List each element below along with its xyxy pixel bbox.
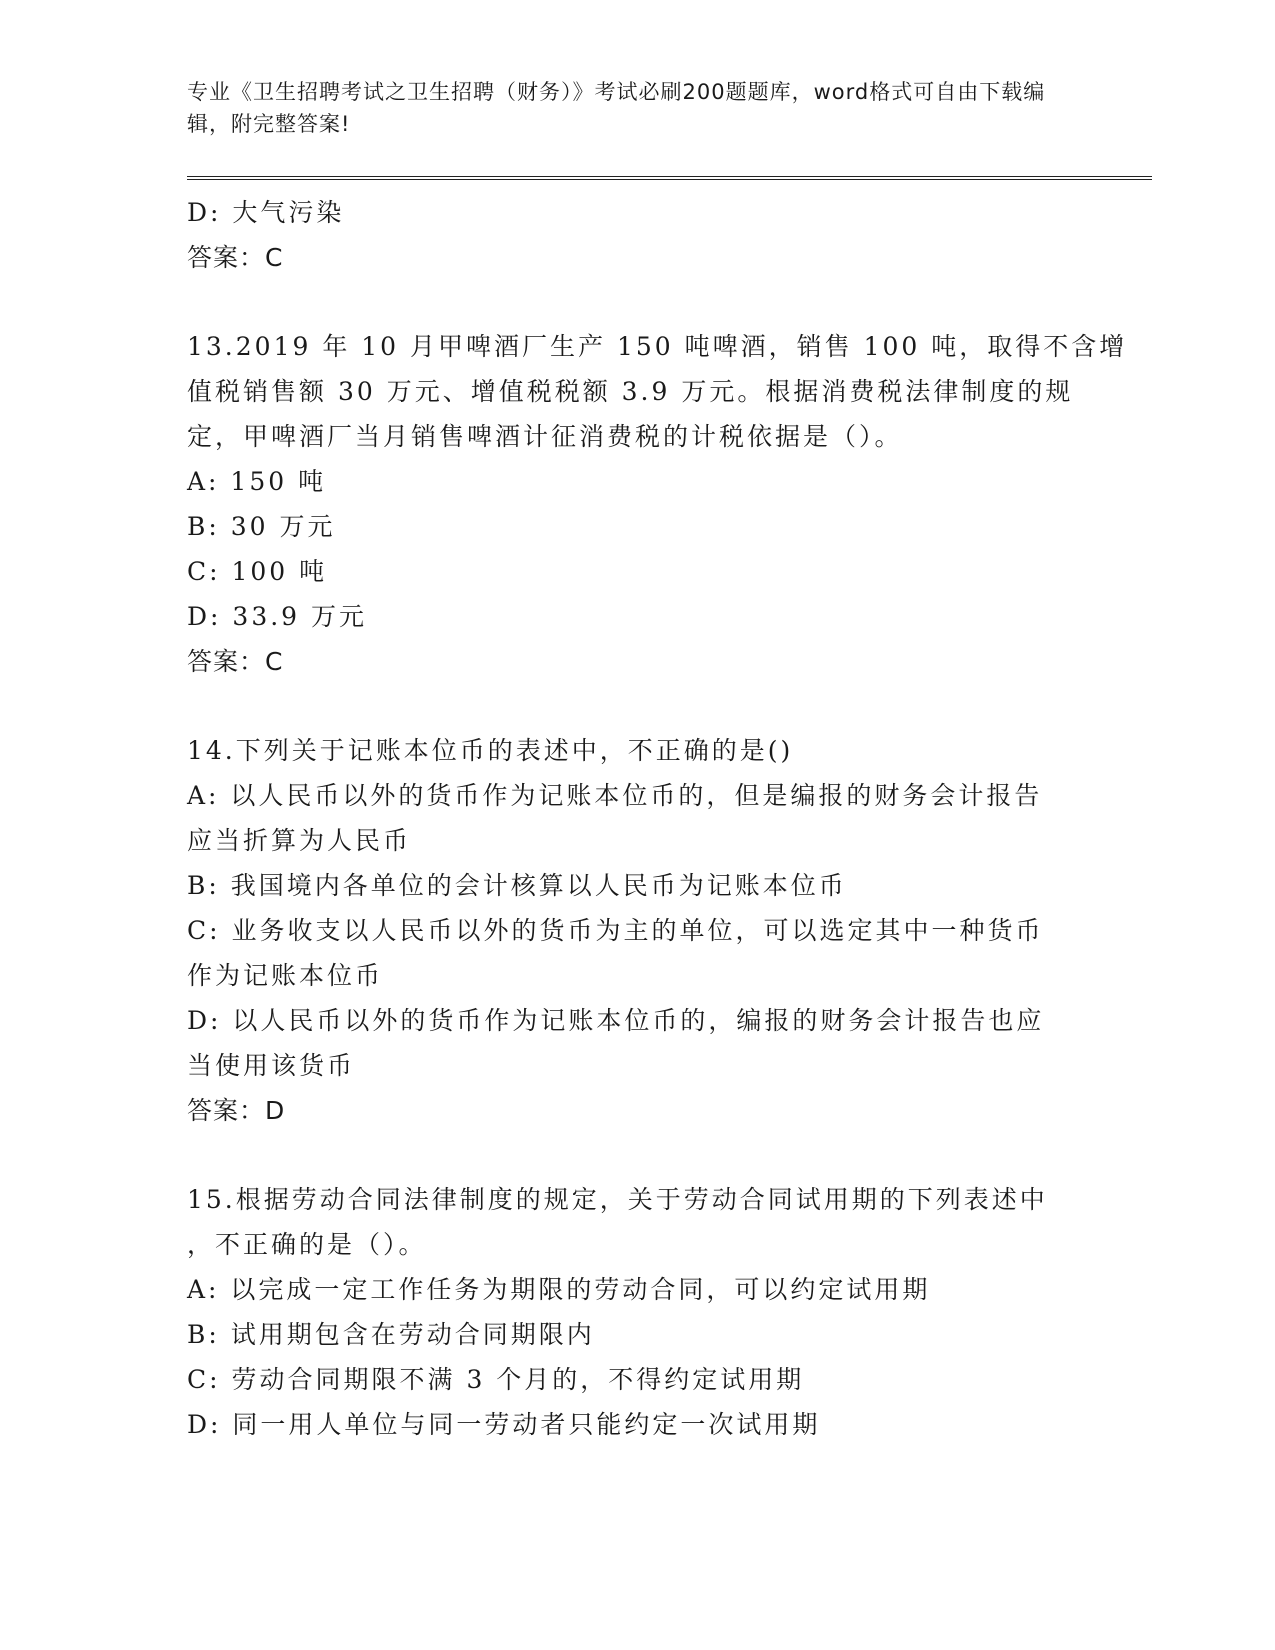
question-14 (187, 728, 1067, 1133)
q13-option-d: D: 33.9 万元 (187, 602, 368, 631)
q13-stem-line-1: 13.2019 年 10 月甲啤酒厂生产 150 吨啤酒，销售 100 吨，取得不含增 (187, 332, 1128, 361)
document-header-title: 专业《卫生招聘考试之卫生招聘（财务）》考试必刷200题题库，word格式可自由下载编辑，附完整答案! (187, 80, 1046, 136)
q15-option-b: B: 试用期包含在劳动合同期限内 (187, 1320, 595, 1349)
q14-option-b: B: 我国境内各单位的会计核算以人民币为记账本位币 (187, 871, 847, 900)
q15-option-d: D: 同一用人单位与同一劳动者只能约定一次试用期 (187, 1410, 821, 1439)
q13-stem-line-3: 定，甲啤酒厂当月销售啤酒计征消费税的计税依据是（）。 (187, 422, 903, 451)
question-13 (187, 324, 1128, 684)
q13-option-b: B: 30 万元 (187, 512, 336, 541)
question-15 (187, 1177, 1067, 1447)
header-rule-line-bottom (187, 179, 1152, 180)
q14-stem: 14.下列关于记账本位币的表述中，不正确的是() (187, 736, 794, 765)
q14-answer: 答案：D (187, 1096, 286, 1125)
q13-option-c: C: 100 吨 (187, 557, 328, 586)
prev-option-d: D: 大气污染 (187, 198, 345, 227)
prev-answer: 答案：C (187, 243, 284, 272)
q14-option-c-line-1: C: 业务收支以人民币以外的货币为主的单位，可以选定其中一种货币 (187, 916, 1044, 945)
q15-stem-line-1: 15.根据劳动合同法律制度的规定，关于劳动合同试用期的下列表述中 (187, 1185, 1048, 1214)
q13-stem-line-2: 值税销售额 30 万元、增值税税额 3.9 万元。根据消费税法律制度的规 (187, 377, 1074, 406)
q13-answer: 答案：C (187, 647, 284, 676)
q14-option-c-line-2: 作为记账本位币 (187, 961, 384, 990)
q14-option-a-line-1: A: 以人民币以外的货币作为记账本位币的，但是编报的财务会计报告 (187, 781, 1043, 810)
q15-stem-line-2: ，不正确的是（）。 (187, 1230, 427, 1259)
header-double-rule (187, 176, 1152, 180)
spacer (187, 1133, 1067, 1177)
q13-option-a: A: 150 吨 (187, 467, 327, 496)
spacer (187, 280, 1067, 324)
header-rule-line-top (187, 176, 1152, 177)
q15-option-c: C: 劳动合同期限不满 3 个月的，不得约定试用期 (187, 1365, 805, 1394)
q15-option-a: A: 以完成一定工作任务为期限的劳动合同，可以约定试用期 (187, 1275, 931, 1304)
spacer (187, 684, 1067, 728)
question-content (187, 190, 1128, 1447)
q14-option-d-line-2: 当使用该货币 (187, 1051, 356, 1080)
q14-option-a-line-2: 应当折算为人民币 (187, 826, 412, 855)
q14-option-d-line-1: D: 以人民币以外的货币作为记账本位币的，编报的财务会计报告也应 (187, 1006, 1045, 1035)
